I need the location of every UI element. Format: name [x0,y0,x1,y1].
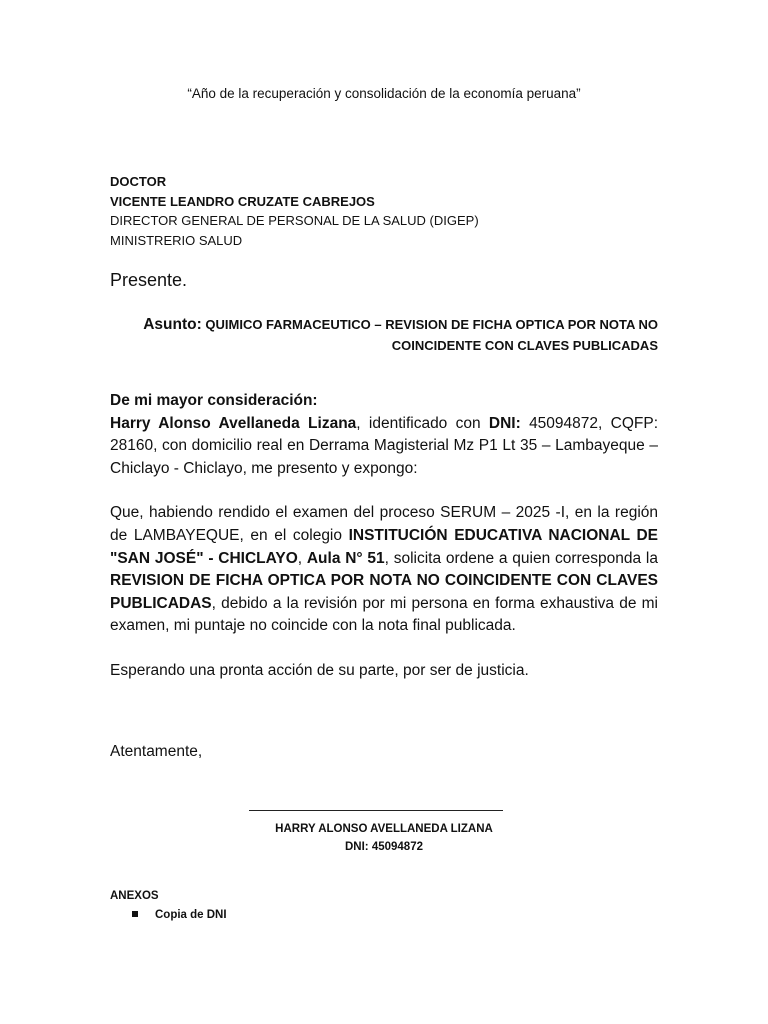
addressee-position: DIRECTOR GENERAL DE PERSONAL DE LA SALUD (DIGEP) [110,213,479,228]
addressee-institution: MINISTRERIO SALUD [110,232,243,248]
dni-label: DNI: [488,414,521,432]
paragraph-text: , identificado con [356,414,489,432]
annexes-title: ANEXOS [110,890,159,902]
closing-salutation: Atentamente, [110,743,203,760]
paragraph-closing-request: Esperando una pronta acción de su parte, por ser de justicia. [110,661,529,679]
subject-label: Asunto: [143,316,202,333]
request-subject: REVISION DE FICHA OPTICA POR NOTA NO COINCIDENTE CON CLAVES PUBLICADAS [110,572,658,612]
annex-item [132,909,227,921]
addressee-name: VICENTE LEANDRO CRUZATE CABREJOS [110,193,375,209]
addressee-title: DOCTOR [110,174,167,189]
school-name: INSTITUCIÓN EDUCATIVA NACIONAL DE "SAN JOSÉ" - CHICLAYO [110,526,658,567]
paragraph-text: , [297,549,307,567]
letter-body [110,390,658,683]
applicant-name: Harry Alonso Avellaneda Lizana [110,414,357,432]
subject-block [140,314,658,356]
classroom: Aula N° 51 [306,549,385,567]
square-bullet-icon [132,911,138,917]
addressee-block [110,172,479,250]
paragraph-text: , solicita ordene a quien corresponda la [384,549,658,567]
signer-dni: DNI: 45094872 [345,841,423,853]
signer-name: HARRY ALONSO AVELLANEDA LIZANA [275,823,493,835]
paragraph-text: , debido a la revisión por mi persona en forma exhaustiva de mi examen, mi puntaje no coincide con la nota final publicada. [110,594,658,635]
subject-line-1: QUIMICO FARMACEUTICO – REVISION DE FICHA OPTICA POR NOTA NO [201,317,658,332]
signature-block [0,820,768,856]
paragraph-request [110,502,658,638]
subject-line-2: COINCIDENTE CON CLAVES PUBLICADAS [391,338,658,353]
paragraph-identification [110,413,658,481]
motto-header: “Año de la recuperación y consolidación de la economía peruana” [187,86,581,101]
annex-item-label: Copia de DNI [155,909,227,921]
signature-line [249,810,503,811]
greeting: De mi mayor consideración: [110,392,318,409]
presente-line: Presente. [110,270,188,290]
paragraph-text: 45094872, CQFP: 28160, con domicilio real en Derrama Magisterial Mz P1 Lt 35 – Lambayeque – Chiclayo - Chiclayo, me presento y expongo: [110,414,658,477]
paragraph-text: Que, habiendo rendido el examen del proceso SERUM – 2025 -I, en la región de LAMBAYEQUE, en el colegio [110,504,658,544]
